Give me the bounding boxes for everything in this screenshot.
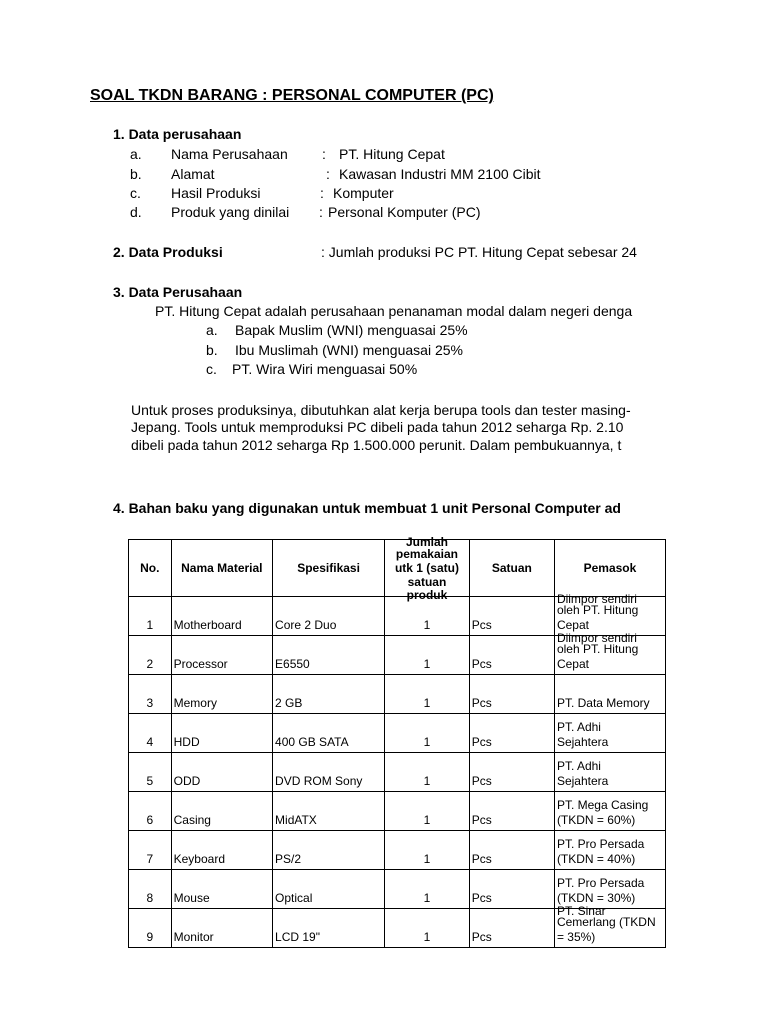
owner-letter-a: a. — [206, 322, 218, 338]
section-3-intro: PT. Hitung Cepat adalah perusahaan penanaman modal dalam negeri denga — [155, 303, 633, 319]
header-material: Nama Material — [171, 540, 272, 597]
qty-cell: 1 — [385, 636, 470, 675]
header-no: No. — [129, 540, 172, 597]
unit-cell: Pcs — [469, 753, 554, 792]
spec-cell: PS/2 — [273, 831, 385, 870]
header-unit: Satuan — [469, 540, 554, 597]
section-3-heading: 3. Data Perusahaan — [113, 284, 243, 300]
qty-cell: 1 — [385, 909, 470, 948]
row-no-cell: 8 — [129, 870, 172, 909]
supplier-cell — [554, 904, 665, 948]
supplier-line: PT. Pro Persada — [556, 876, 645, 890]
table-row — [129, 675, 666, 714]
s1-letter-b: b. — [130, 166, 142, 182]
supplier-line: PT. Data Memory — [556, 696, 650, 710]
table-row — [129, 870, 666, 909]
material-cell: ODD — [171, 753, 272, 792]
s1-label-a: Nama Perusahaan — [171, 146, 288, 162]
unit-cell: Pcs — [469, 675, 554, 714]
row-no-cell: 3 — [129, 675, 172, 714]
supplier-clipped-line: Diimpor sendiri — [556, 592, 637, 606]
table-row — [129, 753, 666, 792]
owner-text-c: PT. Wira Wiri menguasai 50% — [232, 361, 418, 377]
s1-sep-a: : — [322, 146, 326, 162]
paragraph-line-3: dibeli pada tahun 2012 seharga Rp 1.500.000 perunit. Dalam pembukuannya, t — [131, 437, 622, 453]
s1-value-a: PT. Hitung Cepat — [339, 146, 445, 162]
section-2-value: : Jumlah produksi PC PT. Hitung Cepat sebesar 24 — [321, 244, 637, 260]
supplier-cell — [554, 714, 665, 753]
supplier-line: Sejahtera — [556, 735, 609, 749]
row-no-cell: 6 — [129, 792, 172, 831]
s1-letter-a: a. — [130, 146, 142, 162]
material-cell: Keyboard — [171, 831, 272, 870]
supplier-line: (TKDN = 60%) — [556, 813, 636, 827]
s1-sep-d: : — [319, 204, 323, 220]
spec-cell: Optical — [273, 870, 385, 909]
table-row — [129, 909, 666, 948]
supplier-clipped-line: Diimpor sendiri — [556, 631, 637, 645]
supplier-line: = 35%) — [556, 930, 596, 944]
paragraph-line-2: Jepang. Tools untuk memproduksi PC dibeli pada tahun 2012 seharga Rp. 2.10 — [131, 419, 624, 435]
unit-cell: Pcs — [469, 597, 554, 636]
section-2-heading: 2. Data Produksi — [113, 244, 223, 260]
spec-cell: DVD ROM Sony — [273, 753, 385, 792]
qty-cell: 1 — [385, 714, 470, 753]
qty-cell: 1 — [385, 753, 470, 792]
supplier-line: (TKDN = 30%) — [556, 891, 636, 905]
supplier-line: Sejahtera — [556, 774, 609, 788]
s1-value-b: Kawasan Industri MM 2100 Cibit — [339, 166, 541, 182]
document-title: SOAL TKDN BARANG : PERSONAL COMPUTER (PC) — [90, 87, 494, 104]
supplier-cell — [554, 792, 665, 831]
table-row — [129, 831, 666, 870]
row-no-cell: 2 — [129, 636, 172, 675]
materials-table — [128, 534, 666, 948]
header-usage-top: Jumlah — [405, 534, 448, 549]
owner-letter-c: c. — [206, 361, 217, 377]
header-usage — [385, 534, 470, 602]
owner-text-a: Bapak Muslim (WNI) menguasai 25% — [235, 322, 468, 338]
supplier-line: Cepat — [556, 618, 589, 632]
unit-cell: Pcs — [469, 636, 554, 675]
table-row — [129, 792, 666, 831]
table-row — [129, 636, 666, 675]
spec-cell: E6550 — [273, 636, 385, 675]
supplier-line: PT. Adhi — [556, 759, 601, 773]
unit-cell: Pcs — [469, 714, 554, 753]
qty-cell: 1 — [385, 675, 470, 714]
paragraph-line-1: Untuk proses produksinya, dibutuhkan alat kerja berupa tools dan tester masing- — [131, 402, 631, 418]
material-cell: Motherboard — [171, 597, 272, 636]
row-no-cell: 9 — [129, 909, 172, 948]
supplier-clipped-line: PT. Sinar — [556, 904, 606, 918]
row-no-cell: 7 — [129, 831, 172, 870]
material-cell: Casing — [171, 792, 272, 831]
spec-cell: 2 GB — [273, 675, 385, 714]
supplier-line: PT. Pro Persada — [556, 837, 645, 851]
material-cell: Monitor — [171, 909, 272, 948]
s1-label-d: Produk yang dinilai — [171, 204, 290, 220]
unit-cell: Pcs — [469, 870, 554, 909]
supplier-line: PT. Adhi — [556, 720, 601, 734]
header-usage-bottom: produk — [406, 587, 448, 602]
owner-text-b: Ibu Muslimah (WNI) menguasai 25% — [235, 342, 463, 358]
s1-letter-d: d. — [130, 204, 142, 220]
table-row — [129, 597, 666, 636]
qty-cell: 1 — [385, 597, 470, 636]
row-no-cell: 5 — [129, 753, 172, 792]
unit-cell: Pcs — [469, 909, 554, 948]
supplier-cell — [554, 675, 665, 714]
table-header-row — [129, 540, 666, 597]
s1-label-b: Alamat — [171, 166, 215, 182]
material-cell: Processor — [171, 636, 272, 675]
section-1-heading: 1. Data perusahaan — [113, 126, 242, 142]
spec-cell: Core 2 Duo — [273, 597, 385, 636]
supplier-line: Cepat — [556, 657, 589, 671]
header-usage-main: pemakaian utk 1 (satu) satuan — [394, 546, 459, 589]
unit-cell: Pcs — [469, 831, 554, 870]
header-spec: Spesifikasi — [273, 540, 385, 597]
qty-cell: 1 — [385, 792, 470, 831]
supplier-cell — [554, 831, 665, 870]
owner-letter-b: b. — [206, 342, 218, 358]
s1-label-c: Hasil Produksi — [171, 185, 261, 201]
section-4-heading: 4. Bahan baku yang digunakan untuk membuat 1 unit Personal Computer ad — [113, 500, 621, 516]
qty-cell: 1 — [385, 870, 470, 909]
row-no-cell: 1 — [129, 597, 172, 636]
material-cell: HDD — [171, 714, 272, 753]
s1-sep-b: : — [326, 166, 330, 182]
table-row — [129, 714, 666, 753]
material-cell: Memory — [171, 675, 272, 714]
supplier-line: (TKDN = 40%) — [556, 852, 636, 866]
spec-cell: LCD 19" — [273, 909, 385, 948]
unit-cell: Pcs — [469, 792, 554, 831]
supplier-line: oleh PT. Hitung — [556, 642, 639, 656]
qty-cell: 1 — [385, 831, 470, 870]
s1-sep-c: : — [320, 185, 324, 201]
s1-value-d: Personal Komputer (PC) — [328, 204, 481, 220]
supplier-cell — [554, 753, 665, 792]
supplier-cell — [554, 631, 665, 675]
s1-value-c: Komputer — [333, 185, 394, 201]
supplier-cell — [554, 592, 665, 636]
material-cell: Mouse — [171, 870, 272, 909]
spec-cell: MidATX — [273, 792, 385, 831]
supplier-cell — [554, 870, 665, 909]
spec-cell: 400 GB SATA — [273, 714, 385, 753]
row-no-cell: 4 — [129, 714, 172, 753]
header-supplier: Pemasok — [554, 540, 665, 597]
supplier-line: oleh PT. Hitung — [556, 603, 639, 617]
supplier-line: PT. Mega Casing — [556, 798, 649, 812]
supplier-line: Cemerlang (TKDN — [556, 915, 656, 929]
s1-letter-c: c. — [130, 185, 141, 201]
